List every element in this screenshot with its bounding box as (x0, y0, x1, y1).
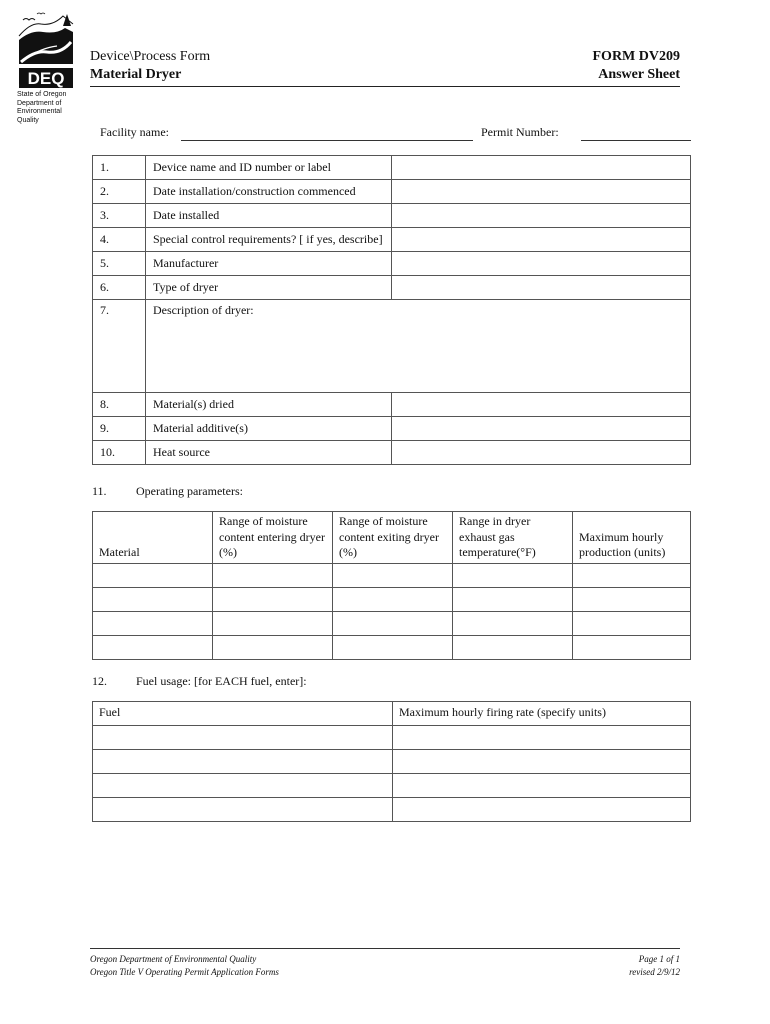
page-number: Page 1 of 1 (638, 954, 680, 964)
answer-cell[interactable] (392, 417, 691, 441)
table-cell[interactable] (453, 587, 573, 611)
table-row (93, 611, 691, 635)
deq-logo (17, 10, 75, 125)
section-12-title: Fuel usage: [for EACH fuel, enter]: (136, 674, 307, 688)
item-label: Description of dryer: (153, 303, 254, 317)
answer-cell[interactable] (392, 441, 691, 465)
table-cell[interactable] (573, 611, 691, 635)
footer-right (629, 953, 680, 979)
form-id-block (593, 48, 681, 84)
table-cell[interactable] (93, 635, 213, 659)
table-row (93, 276, 691, 300)
table-row (93, 252, 691, 276)
table-cell[interactable] (453, 563, 573, 587)
logo-sub-line: State of Oregon (17, 91, 67, 98)
table-cell[interactable] (453, 635, 573, 659)
section-12-number: 12. (92, 674, 107, 688)
table-row (93, 587, 691, 611)
table-cell[interactable] (93, 750, 393, 774)
item-number: 9. (93, 417, 146, 441)
header-divider (90, 86, 680, 87)
item-label: Material(s) dried (146, 393, 392, 417)
table-cell[interactable] (333, 611, 453, 635)
table-cell[interactable] (573, 587, 691, 611)
item-label: Date installed (146, 204, 392, 228)
form-title-block (90, 48, 210, 84)
item-number: 3. (93, 204, 146, 228)
deq-landscape-icon (17, 10, 75, 88)
item-number: 6. (93, 276, 146, 300)
form-title: Material Dryer (90, 67, 182, 82)
table-cell[interactable] (573, 635, 691, 659)
column-header: Range of moisture content entering dryer (%) (213, 512, 333, 564)
table-row (93, 228, 691, 252)
answer-cell[interactable] (392, 393, 691, 417)
item-label: Special control requirements? [ if yes, describe] (146, 228, 392, 252)
table-row (93, 441, 691, 465)
table-row (93, 774, 691, 798)
answer-cell[interactable] (392, 252, 691, 276)
answer-cell[interactable] (392, 228, 691, 252)
table-cell[interactable] (393, 726, 691, 750)
facility-name-field[interactable] (181, 140, 473, 141)
logo-sub-line: Environmental (17, 108, 62, 115)
item-label: Date installation/construction commenced (146, 180, 392, 204)
table-row (93, 563, 691, 587)
table-cell[interactable] (393, 750, 691, 774)
table-row (93, 180, 691, 204)
column-header: Fuel (93, 702, 393, 726)
item-number: 2. (93, 180, 146, 204)
table-cell[interactable] (93, 726, 393, 750)
table-cell[interactable] (453, 611, 573, 635)
item-label: Device name and ID number or label (146, 156, 392, 180)
logo-sub-line: Quality (17, 116, 39, 124)
footer-forms-title: Oregon Title V Operating Permit Application Forms (90, 967, 279, 977)
answer-cell[interactable] (392, 204, 691, 228)
table-header-row (93, 512, 691, 564)
table-cell[interactable] (573, 563, 691, 587)
item-number: 10. (93, 441, 146, 465)
item-label: Manufacturer (146, 252, 392, 276)
form-subtitle: Answer Sheet (598, 67, 680, 82)
column-header: Material (93, 512, 213, 564)
item-label: Heat source (146, 441, 392, 465)
deq-acronym: DEQ (27, 69, 65, 88)
table-cell[interactable] (393, 798, 691, 822)
table-row (93, 300, 691, 393)
table-cell[interactable] (93, 798, 393, 822)
table-cell[interactable] (213, 587, 333, 611)
item-number: 4. (93, 228, 146, 252)
fuel-usage-table (92, 701, 691, 822)
form-number: FORM DV209 (592, 49, 680, 64)
table-cell[interactable] (333, 563, 453, 587)
table-cell[interactable] (333, 587, 453, 611)
answer-cell[interactable] (392, 180, 691, 204)
table-row (93, 393, 691, 417)
item-label: Material additive(s) (146, 417, 392, 441)
form-category: Device\Process Form (90, 49, 211, 64)
table-row (93, 750, 691, 774)
table-cell[interactable] (213, 635, 333, 659)
column-header: Maximum hourly firing rate (specify units) (393, 702, 691, 726)
footer-left (90, 953, 279, 979)
table-row (93, 417, 691, 441)
deq-agency-name (17, 91, 75, 125)
table-row (93, 726, 691, 750)
footer-agency: Oregon Department of Environmental Quality (90, 954, 257, 964)
table-cell[interactable] (393, 774, 691, 798)
table-row (93, 156, 691, 180)
answer-cell[interactable] (392, 276, 691, 300)
item-number: 7. (93, 300, 146, 393)
operating-parameters-table (92, 511, 691, 660)
item-number: 8. (93, 393, 146, 417)
table-cell[interactable] (93, 587, 213, 611)
table-row (93, 798, 691, 822)
section-11-number: 11. (92, 484, 107, 498)
table-cell[interactable] (213, 611, 333, 635)
description-cell[interactable] (146, 300, 691, 393)
footer-divider (90, 948, 680, 949)
table-cell[interactable] (93, 563, 213, 587)
item-number: 1. (93, 156, 146, 180)
permit-number-field[interactable] (581, 140, 691, 141)
column-header: Range of moisture content exiting dryer (%) (333, 512, 453, 564)
item-label: Type of dryer (146, 276, 392, 300)
logo-sub-line: Department of (17, 99, 62, 107)
table-cell[interactable] (333, 635, 453, 659)
item-number: 5. (93, 252, 146, 276)
column-header: Range in dryer exhaust gas temperature(°F) (453, 512, 573, 564)
table-cell[interactable] (93, 774, 393, 798)
answer-cell[interactable] (392, 156, 691, 180)
facility-name-label: Facility name: (100, 125, 169, 139)
device-info-table (92, 155, 691, 465)
table-cell[interactable] (213, 563, 333, 587)
permit-number-label: Permit Number: (481, 125, 559, 139)
table-cell[interactable] (93, 611, 213, 635)
table-row (93, 204, 691, 228)
section-11-title: Operating parameters: (136, 484, 243, 498)
revision-date: revised 2/9/12 (629, 967, 680, 977)
column-header: Maximum hourly production (units) (573, 512, 691, 564)
table-header-row (93, 702, 691, 726)
table-row (93, 635, 691, 659)
